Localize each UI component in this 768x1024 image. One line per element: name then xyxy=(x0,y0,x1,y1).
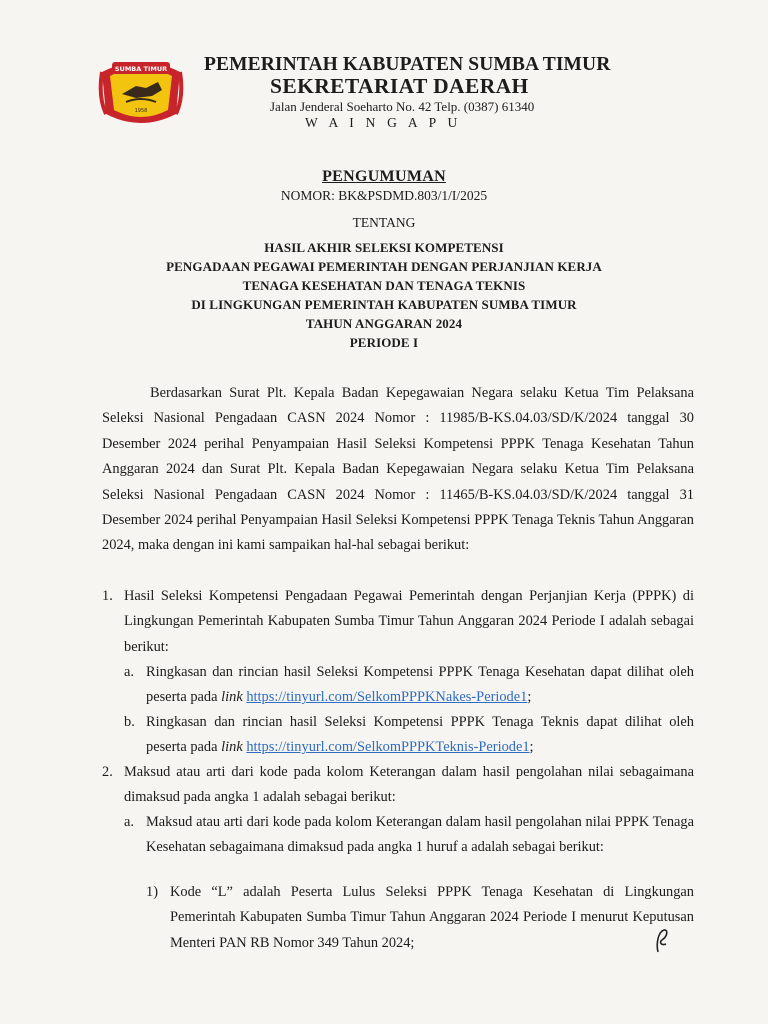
item-1b-link-word: link xyxy=(221,739,243,756)
item-2-marker: 2. xyxy=(102,764,113,780)
item-1a-marker: a. xyxy=(124,664,134,680)
subject-line: DI LINGKUNGAN PEMERINTAH KABUPATEN SUMBA TIMUR xyxy=(191,297,577,312)
subject-line: TENAGA KESEHATAN DAN TENAGA TEKNIS xyxy=(242,278,526,293)
announcement-title: PENGUMUMAN xyxy=(322,168,446,185)
subject-line: PERIODE I xyxy=(349,335,419,350)
announcement-number: NOMOR: BK&PSDMD.803/1/I/2025 xyxy=(280,188,488,203)
handwritten-initial-mark xyxy=(652,926,672,954)
item-1-text: Hasil Seleksi Kompetensi Pengadaan Pegawai Pemerintah dengan Perjanjian Kerja (PPPK) di Lingkungan Pemerintah Kabupaten Sumba Timur Tahun Anggaran 2024 Periode I adalah sebagai berikut: xyxy=(124,588,694,655)
item-2a-marker: a. xyxy=(124,814,134,830)
letterhead-office: SEKRETARIAT DAERAH xyxy=(270,74,529,98)
letterhead-government: PEMERINTAH KABUPATEN SUMBA TIMUR xyxy=(204,54,611,75)
subject-line: HASIL AKHIR SELEKSI KOMPETENSI xyxy=(264,240,504,255)
item-2a-text: Maksud atau arti dari kode pada kolom Keterangan dalam hasil pengolahan nilai PPPK Tenaga Kesehatan sebagaimana dimaksud pada angka 1 huruf a adalah sebagai berikut: xyxy=(146,814,694,856)
item-2a-1-text: Kode “L” adalah Peserta Lulus Seleksi PPPK Tenaga Kesehatan di Lingkungan Pemerintah Kabupaten Sumba Timur Tahun Anggaran 2024 Periode I menurut Keputusan Menteri PAN RB Nomor 349 Tahun 2024; xyxy=(170,884,694,951)
item-1a xyxy=(146,660,694,711)
letterhead-address: Jalan Jenderal Soeharto No. 42 Telp. (0387) 61340 xyxy=(270,99,535,114)
nakes-results-link[interactable]: https://tinyurl.com/SelkomPPPKNakes-Periode1 xyxy=(246,689,528,706)
logo-year: 1958 xyxy=(134,108,148,114)
item-1b-marker: b. xyxy=(124,714,135,730)
announcement-about: TENTANG xyxy=(352,215,416,230)
item-1b-end: ; xyxy=(529,739,534,756)
item-2-text: Maksud atau arti dari kode pada kolom Keterangan dalam hasil pengolahan nilai sebagaimana dimaksud pada angka 1 adalah sebagai berikut: xyxy=(124,764,694,806)
logo-top-text: SUMBA TIMUR xyxy=(114,65,168,73)
item-1-marker: 1. xyxy=(102,588,113,604)
teknis-results-link[interactable]: https://tinyurl.com/SelkomPPPKTeknis-Periode1 xyxy=(246,739,530,756)
subject-line: TAHUN ANGGARAN 2024 xyxy=(305,316,463,331)
item-1a-end: ; xyxy=(527,689,532,706)
item-1b xyxy=(146,710,694,761)
regency-emblem-logo xyxy=(96,52,186,132)
intro-paragraph: Berdasarkan Surat Plt. Kepala Badan Kepegawaian Negara selaku Ketua Tim Pelaksana Seleksi Nasional Pengadaan CASN 2024 Nomor : 11985/B-KS.04.03/SD/K/2024 tanggal 30 Desember 2024 perihal Penyampaian Hasil Seleksi Kompetensi PPPK Tenaga Kesehatan Tahun Anggaran 2024 dan Surat Plt. Kepala Badan Kepegawaian Negara selaku Ketua Tim Pelaksana Seleksi Nasional Pengadaan CASN 2024 Nomor : 11465/B-KS.04.03/SD/K/2024 tanggal 31 Desember 2024 perihal Penyampaian Hasil Seleksi Kompetensi PPPK Tenaga Teknis Tahun Anggaran 2024, maka dengan ini kami sampaikan hal-hal sebagai berikut: xyxy=(102,385,694,554)
item-1a-text: Ringkasan dan rincian hasil Seleksi Kompetensi PPPK Tenaga Kesehatan dapat dilihat oleh peserta pada xyxy=(146,664,694,706)
subject-line: PENGADAAN PEGAWAI PEMERINTAH DENGAN PERJANJIAN KERJA xyxy=(166,259,602,274)
item-1a-link-word: link xyxy=(221,689,243,706)
item-2a-1-marker: 1) xyxy=(146,884,158,900)
letterhead-city: W A I N G A P U xyxy=(305,115,462,130)
item-1b-text: Ringkasan dan rincian hasil Seleksi Kompetensi PPPK Tenaga Teknis dapat dilihat oleh peserta pada xyxy=(146,714,694,756)
